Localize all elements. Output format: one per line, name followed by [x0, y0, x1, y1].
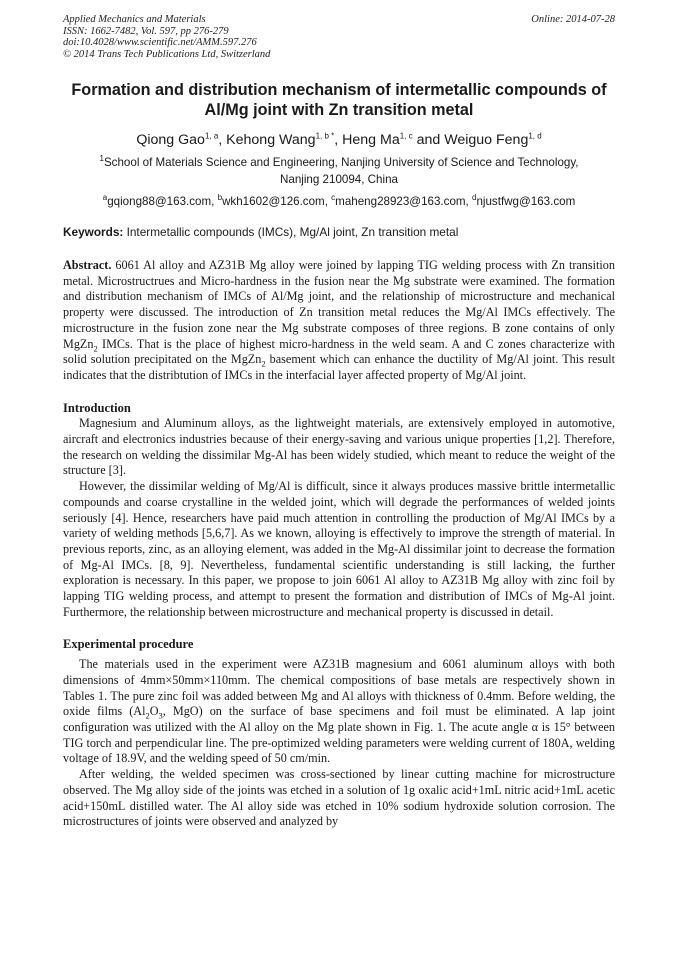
email-sup: d [472, 193, 477, 203]
abstract-text: 6061 Al alloy and AZ31B Mg alloy were joined by lapping TIG welding process with Zn transition metal. Microstructrues and Micro-hardness in the fusion near the Mg substrate were examined. The formation and distribution mechanism of IMCs of Al/Mg joint, and the relationship of microstructure and mechanical property were discussed. The introduction of Zn transition metal reduces the Mg/Al IMCs effectively. The microstructure in the fusion zone near the Mg substrate composes of three regions. B zone contains of only MgZn [63, 258, 615, 351]
subscript: 3 [158, 710, 163, 721]
email-sep: , [324, 195, 332, 208]
affiliation-line-1: School of Materials Science and Engineering, Nanjing University of Science and Technology, [103, 156, 579, 169]
email-sup: a [102, 193, 108, 203]
copyright-line: © 2014 Trans Tech Publications Ltd, Switzerland [63, 48, 271, 60]
abstract-label: Abstract. [63, 258, 112, 272]
author-name: Heng Ma [342, 132, 400, 148]
email-address: njustfwg@163.com [476, 195, 576, 208]
email-address: maheng28923@163.com [335, 195, 466, 208]
journal-header [63, 14, 615, 60]
author-affil-sup: 1, b * [315, 131, 335, 141]
paragraph-text: , MgO) on the surface of base specimens and foil must be eliminated. A lap joint configuration was utilized with the Al alloy on the Mg plate shown in Fig. 1. The acute angle α is 15° between TIG torch and perpendicular line. The pre-optimized welding parameters were welding current of 180A, welding voltage of 18.9V, and the welding speed of 50 cm/min. [63, 704, 615, 766]
abstract-text: IMCs. That is the place of highest micro-hardness in the weld seam. A and C zones characterize with solid solution precipitated on the MgZn [63, 336, 615, 367]
experimental-paragraph-1 [63, 657, 615, 767]
author-affil-sup: 1, d [528, 131, 542, 141]
issn-line: ISSN: 1662-7482, Vol. 597, pp 276-279 [63, 25, 229, 37]
experimental-paragraph-2: After welding, the welded specimen was cross-sectioned by linear cutting machine for microstructure observed. The Mg alloy side of the joints was etched in a solution of 1g oxalic acid+1mL nitric acid+1mL acetic acid+150mL distilled water. The Al alloy side was etched in 10% sodium hydroxide solution corrosion. The microstructures of joints were observed and analyzed by [63, 767, 615, 829]
keywords-text: Intermetallic compounds (IMCs), Mg/Al joint, Zn transition metal [123, 225, 459, 239]
paragraph-text: O [149, 704, 159, 719]
author-sep: , [218, 132, 227, 148]
section-heading-introduction: Introduction [63, 400, 131, 415]
email-address: wkh1602@126.com [222, 195, 325, 208]
author-sep: , [334, 132, 343, 148]
author-name: Kehong Wang [226, 132, 316, 148]
subscript: 2 [93, 342, 98, 353]
email-sup: b [217, 193, 223, 203]
email-sep: , [465, 195, 472, 208]
author-name: Weiguo Feng [444, 132, 529, 148]
affiliation [63, 154, 615, 188]
paper-title: Formation and distribution mechanism of intermetallic compounds of Al/Mg joint with Zn transition metal [71, 81, 607, 119]
author-sep: and [412, 132, 445, 148]
abstract [63, 258, 615, 384]
author-affil-sup: 1, a [204, 131, 219, 141]
author-name: Qiong Gao [136, 132, 205, 148]
introduction-paragraph-2: However, the dissimilar welding of Mg/Al is difficult, since it always produces massive brittle intermetallic compounds and coarse crystalline in the welded joint, which will degrade the performances of welded joints seriously [4]. Hence, researchers have paid much attention in controlling the production of Mg/Al IMCs by a variety of welding methods [5,6,7]. As we known, alloying is effectively to improve the strength of material. In previous reports, zinc, as an alloying element, was added in the Mg-Al dissimilar joint to decrease the formation of Mg-Al IMCs. [8, 9]. Nevertheless, fundamental scientific understanding is still lacking, the further exploration is necessary. In this paper, we propose to join 6061 Al alloy to AZ31B Mg alloy with zinc foil by lapping TIG welding process, and attempt to present the formation and distribution of IMCs of Mg-Al joint. Furthermore, the relationship between microstructure and mechanical property is discussed in detail. [63, 479, 615, 619]
abstract-text: basement which can enhance the ductility of Mg/Al joint. This result indicates that the distribtution of IMCs in the interfacial layer affected property of Mg/Al joint. [63, 352, 615, 382]
email-sep: , [211, 195, 218, 208]
keywords [63, 225, 615, 240]
email-sup: c [331, 193, 336, 203]
subscript: 2 [261, 358, 266, 369]
email-list [63, 194, 615, 210]
author-list [63, 131, 615, 149]
paragraph-text: The materials used in the experiment were AZ31B magnesium and 6061 aluminum alloys with both dimensions of 4mm×50mm×110mm. The chemical compositions of base metals are respectively shown in Tables 1. The pure zinc foil was added between Mg and Al alloys with thickness of 0.4mm. Before welding, the oxide films (Al [63, 657, 615, 719]
introduction-paragraph-1: Magnesium and Aluminum alloys, as the lightweight materials, are extensively employed in automotive, aircraft and electronics industries because of their energy-saving and various unique properties [1,2]. Therefore, the research on welding the dissimilar Mg-Al has been widely studied, which meant to reduce the weight of the structure [3]. [63, 416, 615, 478]
subscript: 2 [145, 710, 150, 721]
paper-page [63, 14, 615, 830]
keywords-label: Keywords: [63, 225, 124, 239]
journal-name: Applied Mechanics and Materials [63, 14, 206, 25]
affiliation-sup: 1 [99, 154, 104, 164]
author-affil-sup: 1, c [399, 131, 413, 141]
email-address: gqiong88@163.com [107, 195, 212, 208]
doi-line: doi:10.4028/www.scientific.net/AMM.597.276 [63, 37, 257, 48]
section-heading-experimental: Experimental procedure [63, 637, 194, 652]
affiliation-line-2: Nanjing 210094, China [280, 173, 398, 186]
online-date: Online: 2014-07-28 [531, 14, 615, 25]
